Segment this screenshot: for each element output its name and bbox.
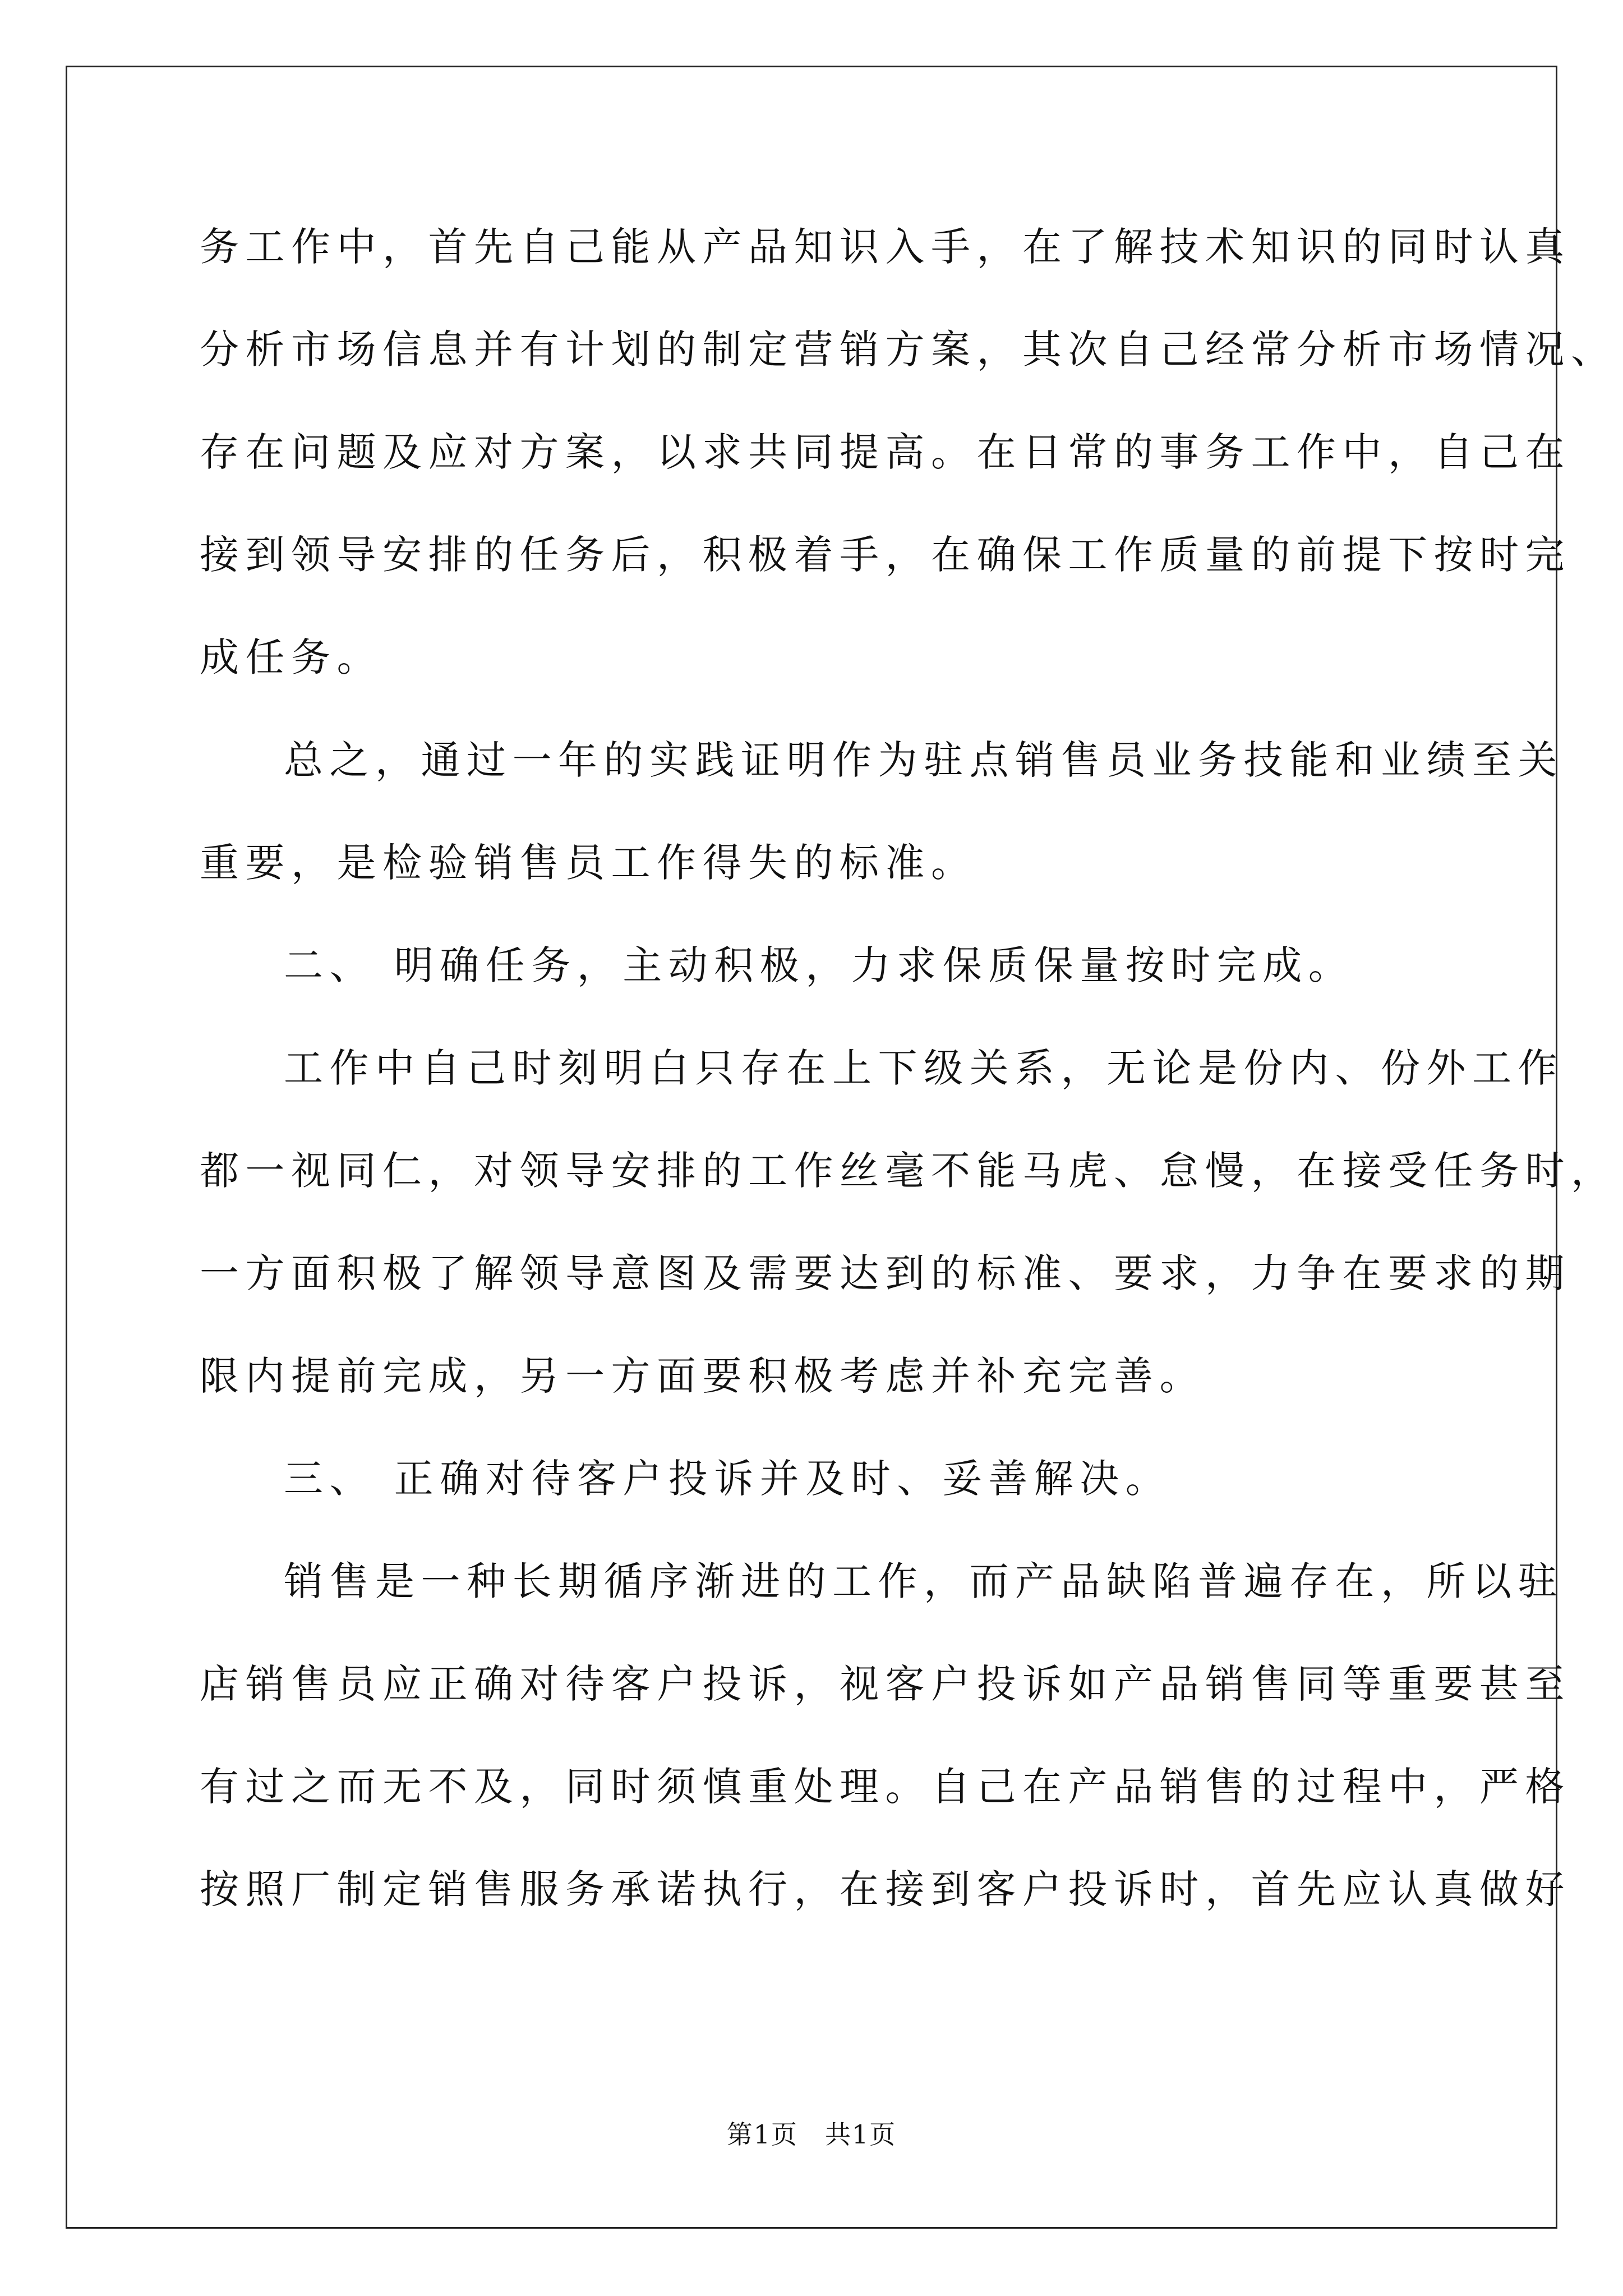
text-line: 重要，是检验销售员工作得失的标准。 xyxy=(200,840,977,886)
text-line: 限内提前完成，另一方面要积极考虑并补充完善。 xyxy=(200,1353,1205,1399)
text-line: 工作中自己时刻明白只存在上下级关系，无论是份内、份外工作 xyxy=(284,1045,1564,1091)
text-line: 总之，通过一年的实践证明作为驻点销售员业务技能和业绩至关 xyxy=(284,737,1564,783)
text-line: 按照厂制定销售服务承诺执行，在接到客户投诉时，首先应认真做好 xyxy=(200,1866,1571,1912)
text-line: 店销售员应正确对待客户投诉，视客户投诉如产品销售同等重要甚至 xyxy=(200,1661,1571,1707)
document-body xyxy=(200,219,1617,1964)
text-line: 有过之而无不及，同时须慎重处理。自己在产品销售的过程中，严格 xyxy=(200,1764,1571,1810)
text-line: 成任务。 xyxy=(200,634,382,680)
text-line: 二、 明确任务，主动积极，力求保质保量按时完成。 xyxy=(284,942,1354,988)
text-line: 存在问题及应对方案，以求共同提高。在日常的事务工作中，自己在 xyxy=(200,429,1571,475)
page-footer: 第1页 共1页 xyxy=(726,2119,897,2150)
text-line: 分析市场信息并有计划的制定营销方案，其次自己经常分析市场情况、 xyxy=(200,326,1617,372)
text-line: 三、 正确对待客户投诉并及时、妥善解决。 xyxy=(284,1456,1172,1502)
text-line: 销售是一种长期循序渐进的工作，而产品缺陷普遍存在，所以驻 xyxy=(284,1558,1564,1604)
text-line: 务工作中，首先自己能从产品知识入手，在了解技术知识的同时认真 xyxy=(200,224,1571,270)
text-line: 一方面积极了解领导意图及需要达到的标准、要求，力争在要求的期 xyxy=(200,1250,1571,1296)
text-line: 都一视同仁，对领导安排的工作丝毫不能马虎、怠慢，在接受任务时， xyxy=(200,1148,1617,1194)
text-line: 接到领导安排的任务后，积极着手，在确保工作质量的前提下按时完 xyxy=(200,532,1571,578)
